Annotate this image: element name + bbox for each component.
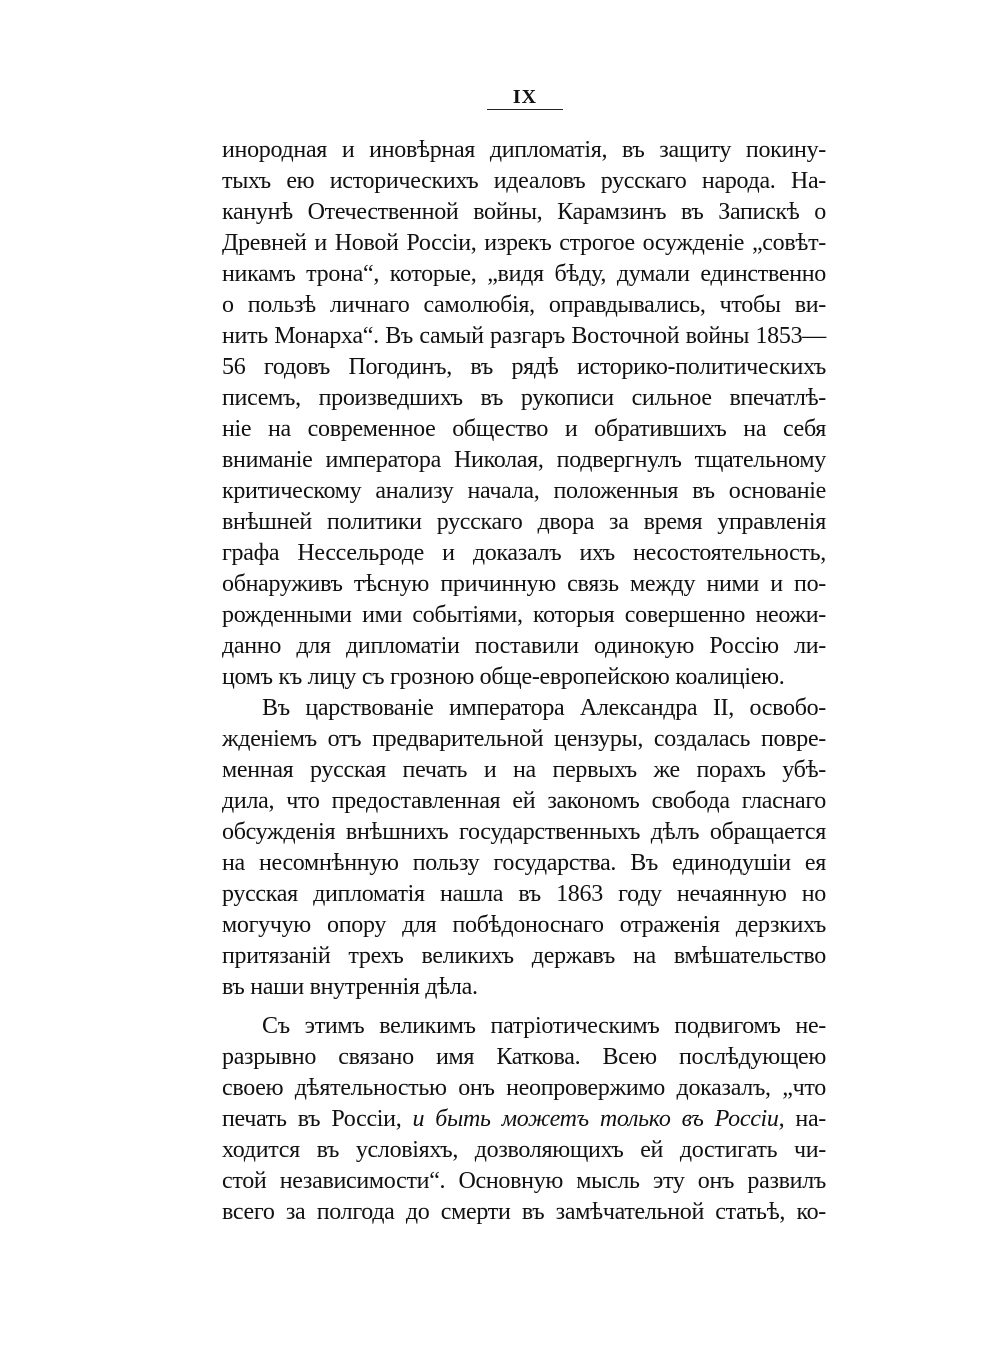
- text-line: вниманіе императора Николая, подвергнулъ тщательному: [222, 447, 826, 473]
- text-line-with-italic: [222, 1104, 826, 1135]
- text-line: цомъ къ лицу съ грозною обще-европейскою коалиціею.: [222, 664, 785, 690]
- text-line: русская дипломатія нашла въ 1863 году нечаянную но: [222, 881, 826, 907]
- text-line: притязаній трехъ великихъ державъ на вмѣшательство: [222, 943, 826, 969]
- text-line: критическому анализу начала, положенныя въ основаніе: [222, 478, 826, 504]
- page-number-rule: [487, 109, 563, 110]
- text-line: нить Монарха“. Въ самый разгаръ Восточной войны 1853—: [222, 323, 826, 349]
- text-line: тыхъ ею историческихъ идеаловъ русскаго народа. На-: [222, 168, 826, 194]
- text-line: обсужденія внѣшнихъ государственныхъ дѣлъ обращается: [222, 819, 826, 845]
- text-line: рожденными ими событіями, которыя совершенно неожи-: [222, 602, 826, 628]
- text-line: менная русская печать и на первыхъ же порахъ убѣ-: [222, 757, 826, 783]
- text-line: ходится въ условіяхъ, дозволяющихъ ей достигать чи-: [222, 1137, 826, 1163]
- text-line: 56 годовъ Погодинъ, въ рядѣ историко-политическихъ: [222, 354, 826, 380]
- paragraph: [222, 135, 826, 693]
- text-line: ніе на современное общество и обратившихъ на себя: [222, 416, 826, 442]
- text-line: Въ царствованіе императора Александра II, освобо-: [262, 695, 826, 721]
- text-line: всего за полгода до смерти въ замѣчательной статьѣ, ко-: [222, 1199, 826, 1225]
- paragraph: [222, 1011, 826, 1228]
- text-line: Древней и Новой Россіи, изрекъ строгое осужденіе „совѣт-: [222, 230, 826, 256]
- text-line: стой независимости“. Основную мысль эту онъ развилъ: [222, 1168, 826, 1194]
- text-line: писемъ, произведшихъ въ рукописи сильное впечатлѣ-: [222, 385, 826, 411]
- text-line: никамъ трона“, которые, „видя бѣду, думали единственно: [222, 261, 826, 287]
- text-line: канунѣ Отечественной войны, Карамзинъ въ Запискѣ о: [222, 199, 826, 225]
- text-line: графа Нессельроде и доказалъ ихъ несостоятельность,: [222, 540, 826, 566]
- italic-fragment: и быть можетъ только въ Россіи,: [412, 1106, 785, 1132]
- text-line: на несомнѣнную пользу государства. Въ единодушіи ея: [222, 850, 826, 876]
- text-line: разрывно связано имя Каткова. Всею послѣдующею: [222, 1044, 826, 1070]
- text-line: инородная и иновѣрная дипломатія, въ защиту покину-: [222, 137, 826, 163]
- text-fragment: печать въ Россіи,: [222, 1106, 413, 1132]
- text-line: Съ этимъ великимъ патріотическимъ подвигомъ не-: [262, 1013, 826, 1039]
- text-line: дила, что предоставленная ей закономъ свобода гласнаго: [222, 788, 826, 814]
- text-line: обнаруживъ тѣсную причинную связь между ними и по-: [222, 571, 826, 597]
- text-line: въ наши внутреннія дѣла.: [222, 974, 478, 1000]
- text-line: своею дѣятельностью онъ неопровержимо доказалъ, „что: [222, 1075, 826, 1101]
- text-fragment: на-: [784, 1106, 827, 1132]
- text-line: о пользѣ личнаго самолюбія, оправдывались, чтобы ви-: [222, 292, 826, 318]
- paragraph: [222, 693, 826, 1003]
- text-line: могучую опору для побѣдоноснаго отраженія дерзкихъ: [222, 912, 826, 938]
- body-text: [222, 135, 826, 1228]
- text-line: жденіемъ отъ предварительной цензуры, создалась повре-: [222, 726, 826, 752]
- text-line: внѣшней политики русскаго двора за время управленія: [222, 509, 826, 535]
- page-number: IX: [512, 86, 538, 108]
- text-line: данно для дипломатіи поставили одинокую Россію ли-: [222, 633, 826, 659]
